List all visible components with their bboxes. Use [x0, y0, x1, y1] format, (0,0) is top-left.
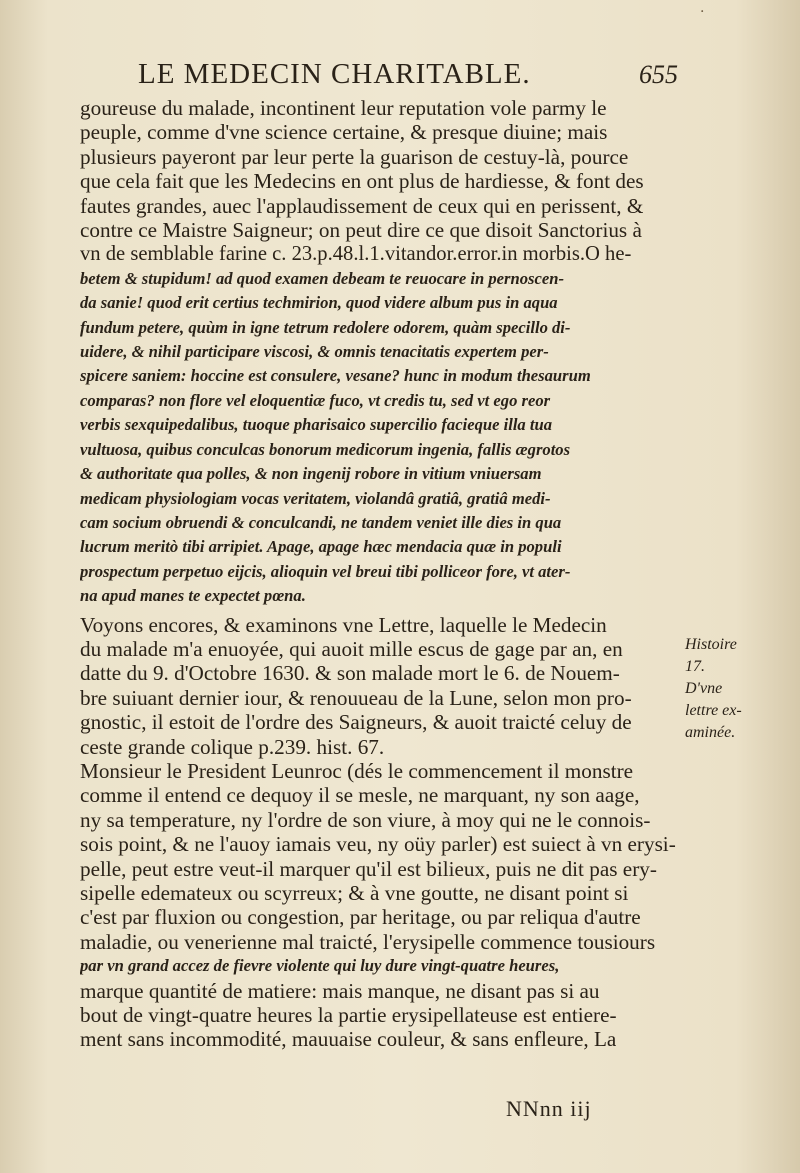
text-line: maladie, ou venerienne mal traicté, l'erysipelle commence tousiours: [80, 929, 656, 954]
margin-note-line: aminée.: [685, 724, 736, 741]
text-line: que cela fait que les Medecins en ont plus de hardiesse, & font des: [80, 169, 644, 194]
margin-note-line: Histoire: [685, 636, 737, 653]
text-line: c'est par fluxion ou congestion, par heritage, ou par reliqua d'autre: [80, 905, 641, 930]
text-line: peuple, comme d'vne science certaine, & presque diuine; mais: [80, 120, 608, 145]
text-line: sipelle edemateux ou scyrreux; & à vne goutte, ne disant point si: [80, 881, 629, 905]
text-line: plusieurs payeront par leur perte la guarison de cestuy-là, pource: [80, 144, 629, 169]
text-line: comme il entend ce dequoy il se mesle, ne marquant, ny son aage,: [80, 783, 640, 808]
signature-mark: NNnn iij: [506, 1096, 592, 1121]
text-line: du malade m'a enuoyée, qui auoit mille escus de gage par an, en: [80, 636, 623, 661]
text-line: pelle, peut estre veut-il marquer qu'il est bilieux, puis ne dit pas ery-: [80, 856, 657, 881]
page-number: 655: [639, 60, 678, 89]
text-line: ny sa temperature, ny l'ordre de son viure, à moy qui ne le connois-: [80, 807, 651, 832]
text-line: uidere, & nihil participare viscosi, & omnis tenacitatis expertem per-: [80, 342, 549, 362]
text-line: & authoritate qua polles, & non ingenij robore in vitium vniuersam: [80, 464, 542, 484]
text-line: datte du 9. d'Octobre 1630. & son malade mort le 6. de Nouem-: [80, 661, 620, 686]
text-line: vultuosa, quibus conculcas bonorum medicorum ingenia, fallis ægrotos: [80, 439, 571, 459]
text-line: goureuse du malade, incontinent leur reputation vole parmy le: [80, 96, 607, 120]
text-line: gnostic, il estoit de l'ordre des Saigneurs, & auoit traicté celuy de: [80, 710, 632, 735]
text-line: vn de semblable farine c. 23.p.48.l.1.vitandor.error.in morbis.O he-: [80, 243, 632, 266]
text-line: fautes grandes, auec l'applaudissement de ceux qui en perissent, &: [80, 193, 644, 218]
margin-note-line: D'vne: [685, 680, 723, 697]
margin-note-line: 17.: [685, 658, 705, 675]
margin-note-line: lettre ex-: [685, 702, 742, 719]
text-line: spicere saniem: hoccine est consulere, vesane? hunc in modum thesaurum: [80, 366, 591, 386]
text-line: betem & stupidum! ad quod examen debeam te reuocare in pernoscen-: [80, 268, 564, 288]
text-line: na apud manes te expectet pœna.: [80, 586, 306, 606]
text-line: medicam physiologiam vocas veritatem, violandâ gratiâ, gratiâ medi-: [80, 488, 551, 508]
text-line: Voyons encores, & examinons vne Lettre, laquelle le Medecin: [80, 612, 607, 637]
text-line: sois point, & ne l'auoy iamais veu, ny oüy parler) est suiect à vn erysi-: [80, 832, 676, 857]
text-line: da sanie! quod erit certius techmirion, quod videre album pus in aqua: [80, 293, 558, 313]
text-line: cam socium obruendi & conculcandi, ne tandem veniet ille dies in qua: [80, 512, 562, 532]
text-line: Monsieur le President Leunroc (dés le commencement il monstre: [80, 758, 634, 783]
text-line: contre ce Maistre Saigneur; on peut dire ce que disoit Sanctorius à: [80, 218, 642, 243]
text-line: prospectum perpetuo eijcis, alioquin vel breui tibi polliceor fore, vt ater-: [80, 561, 571, 581]
running-title: LE MEDECIN CHARITABLE.: [138, 58, 531, 90]
text-line: comparas? non flore vel eloquentiæ fuco, vt credis tu, sed vt ego reor: [80, 390, 551, 410]
text-line: ment sans incommodité, mauuaise couleur, & sans enfleure, La: [80, 1027, 617, 1052]
margin-note: [685, 634, 785, 744]
page-header: [138, 58, 678, 98]
text-line: ceste grande colique p.239. hist. 67.: [80, 734, 385, 759]
text-line: par vn grand accez de fievre violente qui luy dure vingt-quatre heures,: [80, 956, 560, 976]
body-text: [80, 96, 676, 1052]
ink-mark: ·: [700, 4, 705, 20]
text-line: lucrum meritò tibi arripiet. Apage, apage hæc mendacia quæ in populi: [80, 537, 562, 557]
text-line: verbis sexquipedalibus, tuoque pharisaico supercilio facieque illa tua: [80, 415, 553, 435]
text-line: bout de vingt-quatre heures la partie erysipellateuse est entiere-: [80, 1003, 617, 1028]
text-line: bre suiuant dernier iour, & renouueau de la Lune, selon mon pro-: [80, 685, 632, 710]
text-line: fundum petere, quùm in igne tetrum redolere odorem, quàm specillo di-: [80, 317, 571, 337]
text-line: marque quantité de matiere: mais manque, ne disant pas si au: [80, 978, 600, 1003]
